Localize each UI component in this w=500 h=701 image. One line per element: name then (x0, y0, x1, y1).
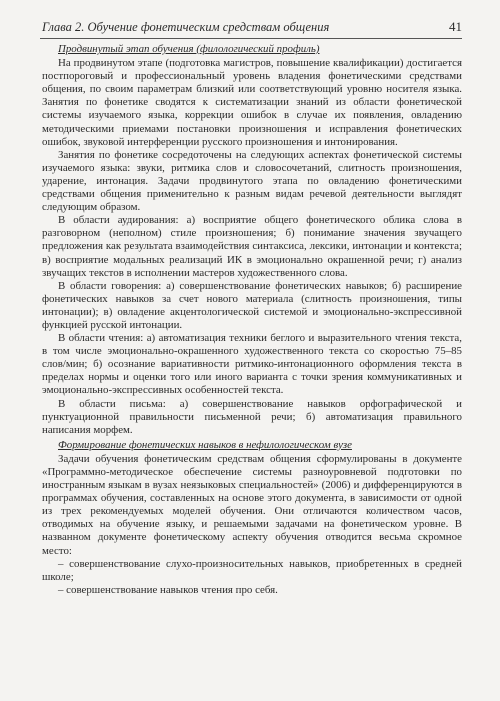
paragraph-reading: В области чтения: а) автоматизация техники беглого и выразительного чтения текста, в том числе эмоционально-окрашенного художественного текста со скоростью 75–85 слов/мин; б) осознание вариативности ритмико-интонационного оформления текста в пределах нормы и оценки того или иного варианта с точки зрения коммуникативных и эмоционально-экспрессивных особенностей текста. (42, 332, 462, 397)
page-body (42, 41, 462, 597)
header-divider (40, 38, 462, 39)
paragraph-listening: В области аудирования: а) восприятие общего фонетического облика слова в разговорном (неполном) стиле произношения; б) понимание значения звучащего предложения как результата взаимодействия синтаксиса, лексики, интонации и контекста; в) восприятие модальных реализаций ИК в эмоционально окрашенной речи; г) анализ звучащих текстов в исполнении мастеров художественного слова. (42, 214, 462, 279)
paragraph-phonetic-aspects: Занятия по фонетике сосредоточены на следующих аспектах фонетической системы изучаемого языка: звуки, ритмика слов и словосочетаний, слитность произношения, ударение, интонация. Задачи продвинутого этапа по овладению фонетическими средствами общения применительно к разным видам речевой деятельности выглядят следующим образом. (42, 148, 462, 214)
paragraph-program-document: Задачи обучения фонетическим средствам общения сформулированы в документе «Программно-методическое обеспечение системы разноуровневой подготовки по иностранным языкам в вузах неязыковых специальностей» (2006) и дифференцируются в программах обучения, составленных на основе этого документа, в зависимости от одной из трех рекомендуемых моделей обучения. Они отличаются количеством часов, отводимых на обучение языку, и решаемыми задачами на фонетическом уровне. В названном документе фонетическому аспекту обучения отводится весьма скромное место: (42, 452, 462, 557)
list-item-listening-skills: – совершенствование слухо-произносительных навыков, приобретенных в средней школе; (42, 557, 462, 583)
page-number: 41 (449, 19, 462, 34)
section-heading-advanced-stage: Продвинутый этап обучения (филологический профиль) (58, 43, 320, 55)
paragraph-writing: В области письма: а) совершенствование навыков орфографической и пунктуационной правильности письменной речи; б) автоматизация правильного написания морфем. (42, 397, 462, 436)
list-item-silent-reading: – совершенствование навыков чтения про себя. (58, 583, 278, 596)
paragraph-speaking: В области говорения: а) совершенствование фонетических навыков; б) расширение фонетических навыков за счет нового материала (слитность произношения, типы интонации); в) овладение акцентологической системой и эмоционально-экспрессивной функцией русской интонации. (42, 279, 462, 331)
paragraph-advanced-intro: На продвинутом этапе (подготовка магистров, повышение квалификации) достигается постпороговый и профессиональный уровень владения фонетическими средствами общения, по своим параметрам близкий или соответствующий уровню носителя языка. Занятия по фонетике сводятся к систематизации знаний из области фонетической системы изучаемого языка, коррекции ошибок в случае их появления, овладению методическими приемами постановки произношения и исправления фонетических ошибок, звуковой интерференции русского произношения и интонирования. (42, 57, 462, 148)
running-head-title: Глава 2. Обучение фонетическим средствам общения (42, 20, 330, 34)
section-heading-nonphilological: Формирование фонетических навыков в нефилологическом вузе (58, 438, 352, 451)
